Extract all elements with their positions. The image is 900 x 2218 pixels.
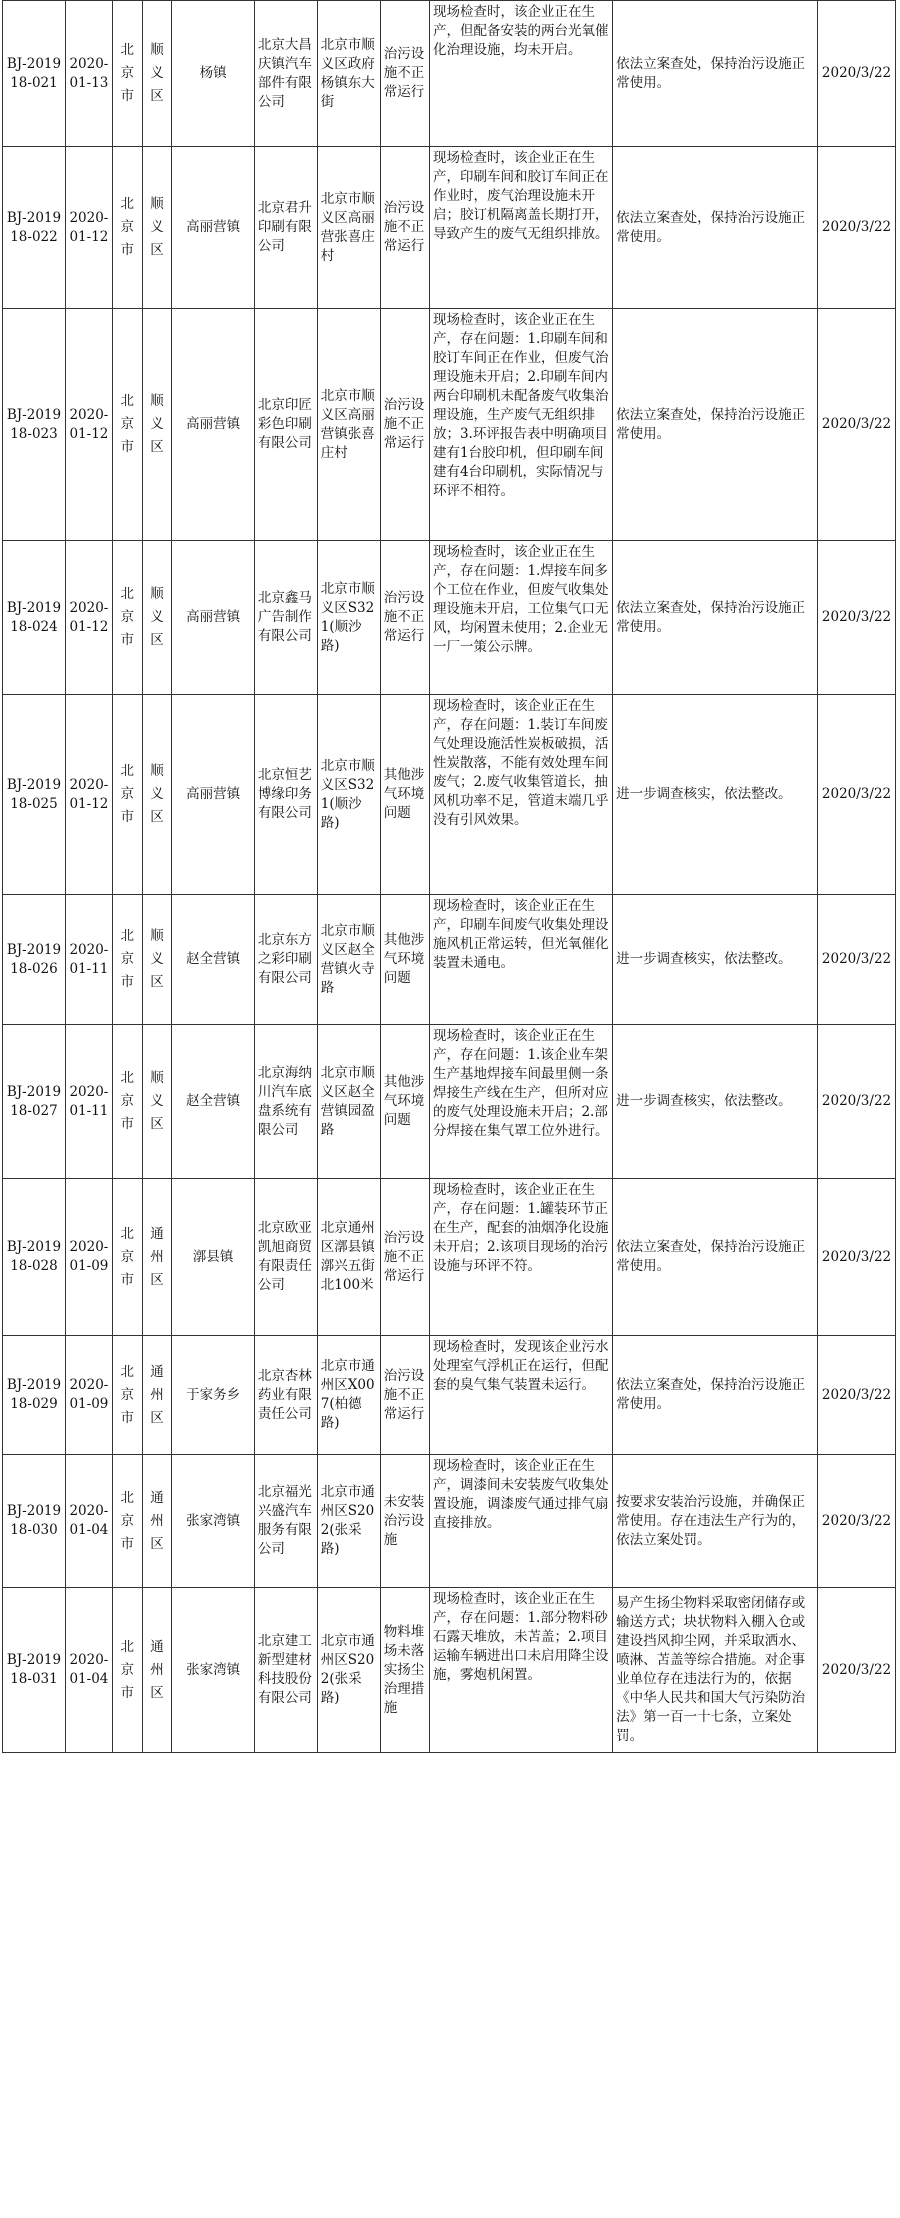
cell-date: 2020-01-11: [65, 895, 112, 1025]
cell-district: [142, 1455, 172, 1588]
cell-city: [112, 1336, 142, 1455]
cell-company: 北京欧亚凯旭商贸有限责任公司: [254, 1179, 317, 1336]
cell-deadline: 2020/3/22: [818, 1179, 896, 1336]
cell-action: 进一步调查核实，依法整改。: [613, 895, 818, 1025]
cell-finding: 现场检查时，该企业正在生产，存在问题：1.部分物料砂石露天堆放，未苫盖；2.项目运输车辆进出口未启用降尘设施，雾炮机闲置。: [429, 1588, 612, 1753]
cell-town: 杨镇: [172, 1, 254, 147]
cell-address: 北京市顺义区高丽营张喜庄村: [317, 147, 380, 309]
cell-town: 高丽营镇: [172, 541, 254, 695]
cell-district: [142, 695, 172, 895]
cell-finding: 现场检查时，该企业正在生产，但配备安装的两台光氧催化治理设施，均未开启。: [429, 1, 612, 147]
cell-district: [142, 147, 172, 309]
cell-action: 进一步调查核实，依法整改。: [613, 695, 818, 895]
cell-district: [142, 895, 172, 1025]
cell-action: 进一步调查核实，依法整改。: [613, 1025, 818, 1179]
cell-district: [142, 1336, 172, 1455]
cell-company: 北京鑫马广告制作有限公司: [254, 541, 317, 695]
cell-town: 高丽营镇: [172, 147, 254, 309]
cell-city: [112, 309, 142, 541]
cell-company: 北京东方之彩印刷有限公司: [254, 895, 317, 1025]
cell-town: 高丽营镇: [172, 695, 254, 895]
city-text: 北京市: [120, 42, 135, 104]
district-text: 顺义区: [150, 763, 164, 825]
district-text: 顺义区: [150, 586, 164, 648]
cell-district: [142, 1025, 172, 1179]
cell-date: 2020-01-09: [65, 1179, 112, 1336]
cell-date: 2020-01-04: [65, 1588, 112, 1753]
cell-finding: 现场检查时，该企业正在生产，存在问题：1.该企业车架生产基地焊接车间最里侧一条焊接生产线在生产，但所对应的废气处理设施未开启；2.部分焊接在集气罩工位外进行。: [429, 1025, 612, 1179]
city-text: 北京市: [120, 196, 135, 258]
cell-city: [112, 147, 142, 309]
table-row: [3, 895, 896, 1025]
table-body: [3, 1, 896, 1753]
table-row: [3, 1336, 896, 1455]
cell-date: 2020-01-12: [65, 147, 112, 309]
district-text: 顺义区: [150, 928, 164, 990]
city-text: 北京市: [120, 586, 135, 648]
cell-issue: 其他涉气环境问题: [380, 1025, 429, 1179]
district-text: 通州区: [150, 1489, 164, 1552]
cell-id: BJ-201918-028: [3, 1179, 66, 1336]
cell-deadline: 2020/3/22: [818, 309, 896, 541]
table-row: [3, 1455, 896, 1588]
cell-city: [112, 695, 142, 895]
cell-date: 2020-01-12: [65, 309, 112, 541]
cell-date: 2020-01-09: [65, 1336, 112, 1455]
table-row: [3, 1, 896, 147]
district-text: 通州区: [150, 1225, 164, 1288]
cell-city: [112, 1025, 142, 1179]
cell-company: 北京君升印刷有限公司: [254, 147, 317, 309]
cell-town: 高丽营镇: [172, 309, 254, 541]
cell-id: BJ-201918-024: [3, 541, 66, 695]
cell-issue: 治污设施不正常运行: [380, 309, 429, 541]
table-row: [3, 1025, 896, 1179]
city-text: 北京市: [120, 1638, 135, 1701]
cell-action: 依法立案查处，保持治污设施正常使用。: [613, 147, 818, 309]
cell-issue: 治污设施不正常运行: [380, 1179, 429, 1336]
cell-issue: 治污设施不正常运行: [380, 1336, 429, 1455]
city-text: 北京市: [120, 928, 135, 990]
cell-finding: 现场检查时，该企业正在生产，调漆间未安装废气收集处置设施，调漆废气通过排气扇直接排放。: [429, 1455, 612, 1588]
city-text: 北京市: [120, 1489, 135, 1552]
cell-id: BJ-201918-030: [3, 1455, 66, 1588]
cell-city: [112, 1455, 142, 1588]
cell-deadline: 2020/3/22: [818, 1, 896, 147]
district-text: 顺义区: [150, 42, 164, 104]
city-text: 北京市: [120, 763, 135, 825]
district-text: 顺义区: [150, 196, 164, 258]
cell-city: [112, 541, 142, 695]
table-row: [3, 541, 896, 695]
cell-id: BJ-201918-025: [3, 695, 66, 895]
cell-finding: 现场检查时，该企业正在生产，存在问题：1.印刷车间和胶订车间正在作业，但废气治理设施未开启；2.印刷车间内两台印刷机未配备废气收集治理设施，生产废气无组织排放；3.环评报告表中明确项目建有1台胶印机，但印刷车间建有4台印刷机，实际情况与环评不相符。: [429, 309, 612, 541]
cell-action: 依法立案查处，保持治污设施正常使用。: [613, 1, 818, 147]
cell-action: 依法立案查处，保持治污设施正常使用。: [613, 1179, 818, 1336]
cell-district: [142, 1588, 172, 1753]
cell-deadline: 2020/3/22: [818, 895, 896, 1025]
cell-company: 北京福光兴盛汽车服务有限公司: [254, 1455, 317, 1588]
cell-deadline: 2020/3/22: [818, 1025, 896, 1179]
cell-action: 依法立案查处，保持治污设施正常使用。: [613, 1336, 818, 1455]
cell-address: 北京市顺义区高丽营镇张喜庄村: [317, 309, 380, 541]
cell-address: 北京市通州区S202(张采路): [317, 1455, 380, 1588]
district-text: 通州区: [150, 1638, 164, 1701]
cell-issue: 治污设施不正常运行: [380, 541, 429, 695]
cell-id: BJ-201918-023: [3, 309, 66, 541]
cell-finding: 现场检查时，发现该企业污水处理室气浮机正在运行，但配套的臭气集气装置未运行。: [429, 1336, 612, 1455]
cell-finding: 现场检查时，该企业正在生产，存在问题：1.装订车间废气处理设施活性炭板破损，活性炭散落，不能有效处理车间废气；2.废气收集管道长，抽风机功率不足，管道末端几乎没有引风效果。: [429, 695, 612, 895]
city-text: 北京市: [120, 1070, 135, 1132]
cell-company: 北京恒艺博缘印务有限公司: [254, 695, 317, 895]
cell-issue: 未安装治污设施: [380, 1455, 429, 1588]
cell-issue: 其他涉气环境问题: [380, 895, 429, 1025]
cell-address: 北京市通州区X007(柏德路): [317, 1336, 380, 1455]
district-text: 顺义区: [150, 1070, 164, 1132]
cell-id: BJ-201918-021: [3, 1, 66, 147]
cell-town: 赵全营镇: [172, 895, 254, 1025]
cell-city: [112, 895, 142, 1025]
cell-address: 北京市顺义区S321(顺沙路): [317, 541, 380, 695]
cell-finding: 现场检查时，该企业正在生产，印刷车间废气收集处理设施风机正常运转，但光氧催化装置未通电。: [429, 895, 612, 1025]
cell-date: 2020-01-12: [65, 695, 112, 895]
table-row: [3, 695, 896, 895]
table-row: [3, 309, 896, 541]
cell-company: 北京建工新型建材科技股份有限公司: [254, 1588, 317, 1753]
cell-district: [142, 1, 172, 147]
cell-city: [112, 1179, 142, 1336]
cell-town: 张家湾镇: [172, 1455, 254, 1588]
table-row: [3, 1179, 896, 1336]
cell-town: 赵全营镇: [172, 1025, 254, 1179]
cell-finding: 现场检查时，该企业正在生产，印刷车间和胶订车间正在作业时，废气治理设施未开启；胶订机隔离盖长期打开，导致产生的废气无组织排放。: [429, 147, 612, 309]
cell-finding: 现场检查时，该企业正在生产，存在问题：1.焊接车间多个工位在作业，但废气收集处理设施未开启，工位集气口无风，均闲置未使用；2.企业无一厂一策公示牌。: [429, 541, 612, 695]
cell-deadline: 2020/3/22: [818, 1455, 896, 1588]
cell-id: BJ-201918-026: [3, 895, 66, 1025]
city-text: 北京市: [120, 1363, 135, 1426]
cell-issue: 治污设施不正常运行: [380, 1, 429, 147]
cell-deadline: 2020/3/22: [818, 1336, 896, 1455]
cell-date: 2020-01-11: [65, 1025, 112, 1179]
cell-issue: 其他涉气环境问题: [380, 695, 429, 895]
cell-action: 易产生扬尘物料采取密闭储存或输送方式；块状物料入棚入仓或建设挡风抑尘网，并采取洒水、喷淋、苫盖等综合措施。对企事业单位存在违法行为的，依据《中华人民共和国大气污染防治法》第一百一十七条，立案处罚。: [613, 1588, 818, 1753]
cell-town: 漷县镇: [172, 1179, 254, 1336]
cell-district: [142, 309, 172, 541]
cell-date: 2020-01-04: [65, 1455, 112, 1588]
table-row: [3, 1588, 896, 1753]
city-text: 北京市: [120, 393, 135, 455]
cell-address: 北京市顺义区赵全营镇园盈路: [317, 1025, 380, 1179]
table-row: [3, 147, 896, 309]
cell-town: 张家湾镇: [172, 1588, 254, 1753]
cell-issue: 治污设施不正常运行: [380, 147, 429, 309]
cell-company: 北京海纳川汽车底盘系统有限公司: [254, 1025, 317, 1179]
inspection-table: [2, 0, 896, 1753]
cell-company: 北京杏林药业有限责任公司: [254, 1336, 317, 1455]
cell-address: 北京市顺义区政府杨镇东大街: [317, 1, 380, 147]
cell-town: 于家务乡: [172, 1336, 254, 1455]
cell-address: 北京市顺义区S321(顺沙路): [317, 695, 380, 895]
cell-address: 北京通州区漷县镇漷兴五街北100米: [317, 1179, 380, 1336]
cell-id: BJ-201918-031: [3, 1588, 66, 1753]
cell-id: BJ-201918-029: [3, 1336, 66, 1455]
cell-deadline: 2020/3/22: [818, 1588, 896, 1753]
district-text: 通州区: [150, 1363, 164, 1426]
city-text: 北京市: [120, 1225, 135, 1288]
cell-date: 2020-01-13: [65, 1, 112, 147]
cell-action: 依法立案查处，保持治污设施正常使用。: [613, 541, 818, 695]
cell-issue: 物料堆场未落实扬尘治理措施: [380, 1588, 429, 1753]
cell-company: 北京大昌庆镇汽车部件有限公司: [254, 1, 317, 147]
district-text: 顺义区: [150, 393, 164, 455]
cell-city: [112, 1, 142, 147]
cell-address: 北京市顺义区赵全营镇火寺路: [317, 895, 380, 1025]
cell-address: 北京市通州区S202(张采路): [317, 1588, 380, 1753]
cell-city: [112, 1588, 142, 1753]
cell-district: [142, 1179, 172, 1336]
cell-date: 2020-01-12: [65, 541, 112, 695]
cell-id: BJ-201918-022: [3, 147, 66, 309]
cell-deadline: 2020/3/22: [818, 147, 896, 309]
cell-finding: 现场检查时，该企业正在生产，存在问题：1.罐装环节正在生产，配套的油烟净化设施未开启；2.该项目现场的治污设施与环评不符。: [429, 1179, 612, 1336]
cell-id: BJ-201918-027: [3, 1025, 66, 1179]
cell-district: [142, 541, 172, 695]
cell-deadline: 2020/3/22: [818, 695, 896, 895]
cell-action: 按要求安装治污设施，并确保正常使用。存在违法生产行为的，依法立案处罚。: [613, 1455, 818, 1588]
cell-action: 依法立案查处，保持治污设施正常使用。: [613, 309, 818, 541]
cell-deadline: 2020/3/22: [818, 541, 896, 695]
cell-company: 北京印匠彩色印刷有限公司: [254, 309, 317, 541]
